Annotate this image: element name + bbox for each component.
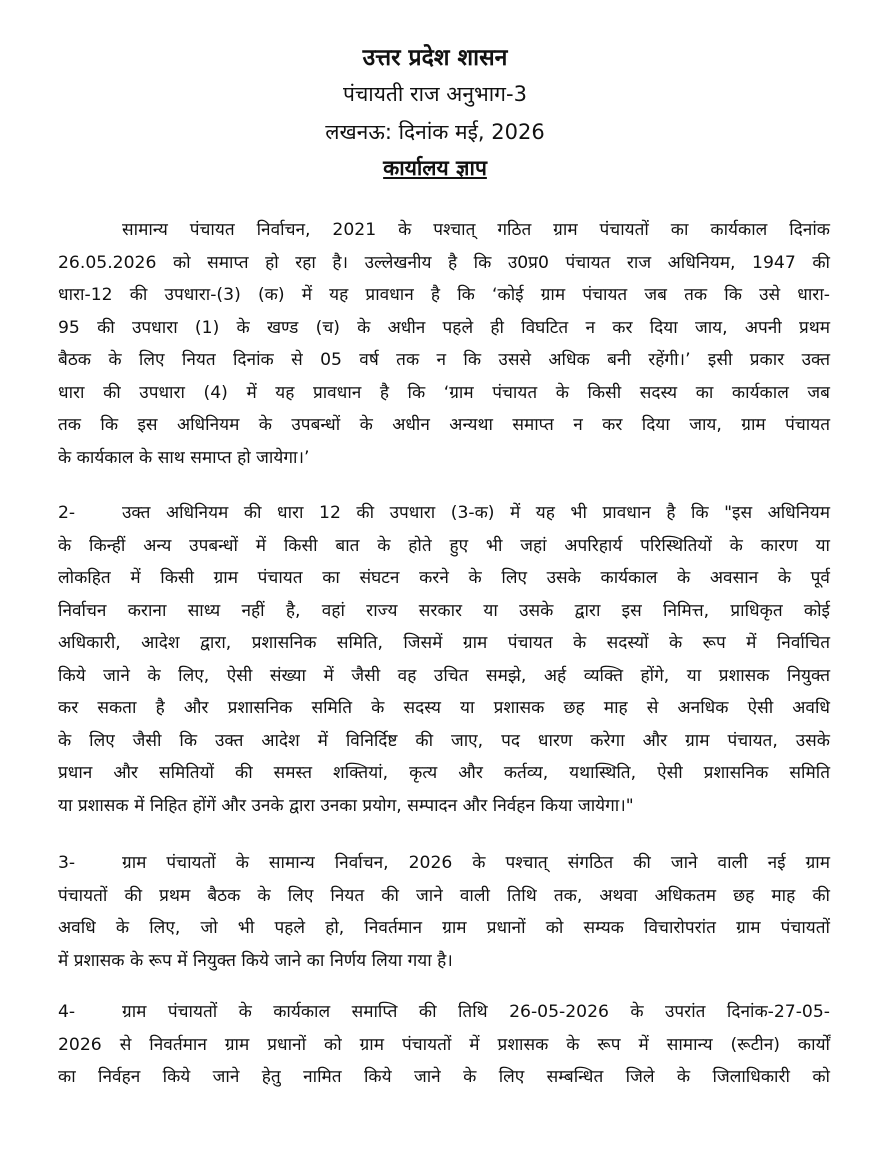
paragraph-2 [58, 497, 830, 822]
paragraph-line: के कार्यकाल के साथ समाप्त हो जायेगा।’ [58, 447, 310, 468]
paragraph-line: अवधि के लिए, जो भी पहले हो, निवर्तमान ग्राम प्रधानों को सम्यक विचारोपरांत ग्राम पंचायतों [58, 918, 830, 938]
government-heading: उत्तर प्रदेश शासन [362, 45, 508, 71]
paragraph-line: बैठक के लिए नियत दिनांक से 05 वर्ष तक न कि उससे अधिक बनी रहेंगी।’ इसी प्रकार उक्त [58, 350, 830, 370]
paragraph-line: 2026 से निवर्तमान ग्राम प्रधानों को ग्राम पंचायतों में प्रशासक के रूप में सामान्य (रूटीन) कार्यों [58, 1034, 830, 1055]
paragraph-line: लोकहित में किसी ग्राम पंचायत का संघटन करने के लिए उसके कार्यकाल के अवसान के पूर्व [58, 568, 830, 588]
paragraph-line: कर सकता है और प्रशासनिक समिति के सदस्य या प्रशासक छह माह से अनधिक ऐसी अवधि [58, 698, 830, 718]
paragraph-line: ग्राम पंचायतों के कार्यकाल समाप्ति की तिथि 26-05-2026 के उपरांत दिनांक-27-05- [122, 1002, 830, 1022]
place-date-line: लखनऊ: दिनांक मई, 2026 [325, 120, 545, 144]
paragraph-number: 4- [58, 1002, 76, 1022]
paragraph-line: धारा-12 की उपधारा-(3) (क) में यह प्रावधान है कि ‘कोई ग्राम पंचायत जब तक कि उसे धारा- [58, 285, 830, 305]
paragraph-line: का निर्वहन किये जाने हेतु नामित किये जाने के लिए सम्बन्धित जिले के जिलाधिकारी को [58, 1067, 830, 1087]
paragraph-line: अधिकारी, आदेश द्वारा, प्रशासनिक समिति, जिसमें ग्राम पंचायत के सदस्यों के रूप में निर्वाचित [58, 633, 830, 653]
paragraph-4 [58, 996, 830, 1094]
paragraph-line: 26.05.2026 को समाप्त हो रहा है। उल्लेखनीय है कि उ0प्र0 पंचायत राज अधिनियम, 1947 की [58, 252, 830, 273]
paragraph-number: 3- [58, 853, 76, 873]
paragraph-line: ग्राम पंचायतों के सामान्य निर्वाचन, 2026 के पश्चात् संगठित की जाने वाली नई ग्राम [122, 853, 830, 873]
paragraph-first-line [58, 497, 830, 530]
department-heading: पंचायती राज अनुभाग-3 [343, 82, 527, 106]
paragraph-line: के लिए जैसी कि उक्त आदेश में विनिर्दिष्ट की जाए, पद धारण करेगा और ग्राम पंचायत, उसके [58, 730, 830, 751]
paragraph-line: तक कि इस अधिनियम के उपबन्धों के अधीन अन्यथा समाप्त न कर दिया जाय, ग्राम पंचायत [58, 415, 830, 435]
paragraph-3 [58, 847, 830, 977]
paragraph-line: के किन्हीं अन्य उपबन्धों में किसी बात के होते हुए भी जहां अपरिहार्य परिस्थितियों के कारण या [58, 535, 830, 556]
paragraph-first-line [58, 847, 830, 880]
paragraph-line: 95 की उपधारा (1) के खण्ड (च) के अधीन पहले ही विघटित न कर दिया जाय, अपनी प्रथम [58, 317, 830, 338]
paragraph-line: किये जाने के लिए, ऐसी संख्या में जैसी वह उचित समझे, अर्ह व्यक्ति होंगे, या प्रशासक नियुक्त [58, 665, 830, 686]
paragraph-line: पंचायतों की प्रथम बैठक के लिए नियत की जाने वाली तिथि तक, अथवा अधिकतम छह माह की [58, 885, 830, 906]
paragraph-line: निर्वाचन कराना साध्य नहीं है, वहां राज्य सरकार या उसके द्वारा इस निमित्त, प्राधिकृत कोई [58, 600, 830, 621]
paragraph-line: धारा की उपधारा (4) में यह प्रावधान है कि ‘ग्राम पंचायत के किसी सदस्य का कार्यकाल जब [58, 382, 830, 403]
paragraph-line: में प्रशासक के रूप में नियुक्त किये जाने का निर्णय लिया गया है। [58, 950, 453, 971]
paragraph-line: सामान्य पंचायत निर्वाचन, 2021 के पश्चात् गठित ग्राम पंचायतों का कार्यकाल दिनांक [122, 220, 830, 240]
document-type-title: कार्यालय ज्ञाप [383, 156, 487, 180]
paragraph-line: प्रधान और समितियों की समस्त शक्तियां, कृत्य और कर्तव्य, यथास्थिति, ऐसी प्रशासनिक समिति [58, 763, 830, 783]
paragraph-1 [58, 214, 830, 474]
paragraph-number: 2- [58, 503, 76, 523]
paragraph-line: उक्त अधिनियम की धारा 12 की उपधारा (3-क) में यह भी प्रावधान है कि "इस अधिनियम [122, 503, 830, 523]
paragraph-first-line [58, 996, 830, 1029]
paragraph-line: या प्रशासक में निहित होंगें और उनके द्वारा उनका प्रयोग, सम्पादन और निर्वहन किया जायेगा।" [58, 795, 634, 816]
